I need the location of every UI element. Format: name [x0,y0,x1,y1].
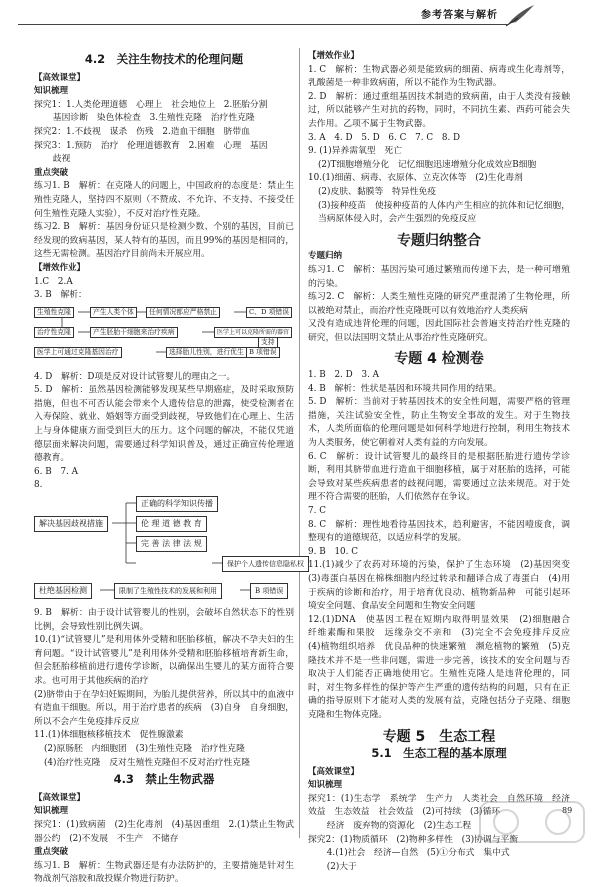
answer-5: 5. D 解析：虽然基因检测能够发现某些早期癌症，及时采取预防措施，但也不可否认能会带来个人遗传信息的泄露，使受检测者在入寿保险、就业、婚姻等方面受到歧视，导致他们在心理上、生活上与身体健康方面受到巨大的压力。这个问题的解决，不能仅凭道德层面来解决问题，需要通过科学知识普及，通过正确宣传伦理道德教育。 [34,385,294,464]
test-answer-4: 4. B 解析：性状是基因和环境共同作用的结果。 [308,383,502,394]
exercise-4-3: 练习1. B 解析：生物武器还是有办法防护的，主要措施是针对生物战剂气溶胶和敌投媒介物进行防护。 [34,860,294,885]
r-answer-1: 1. C 解析：生物武器必须是能致病的细菌、病毒或生化毒剂等，乳酸菌是一种非致病菌，所以不能作为生物武器。 [308,64,570,89]
u-explore-1b: 经济 废弃物的资源化 (2)生态工程 [318,821,472,832]
node-b-wrong-2: B 项错误 [250,583,288,599]
knowledge-heading-2: 知识梳理 [34,806,69,817]
summary-label: 专题归纳 [308,251,343,262]
r-answer-2: 2. D 解析：通过重组基因技术制造的致病菌，由于人类没有接触过，所以能够产生对抗的药物，同时，不同抗生素、西药可能会失去作用。乙项不属于生物武器。 [308,91,570,129]
answer-10-part1: 10.(1)“试管婴儿”是利用体外受精和胚胎移植，解决不孕夫妇的生育问题。“设计试管婴儿”是利用体外受精和胚胎移植培育新生命，但会胚胎移植前进行遗传学诊断，以确保出生婴儿的某方面符合要求。也可用于其他疾病的治疗 [34,635,294,686]
u-explore-2: 探究2：(1)物质循环 (2)物种多样性 (3)协调与平衡 [308,834,519,845]
explore-4-3: 探究1：(1)致病菌 (2)生化毒剂 (4)基因重组 2.(1)禁止生物武器公约 (2)不发展 不生产 不储存 [34,819,294,844]
diagram-node-produce-individual: 产生人类个体 [90,307,137,318]
page-number: 89 [562,806,573,815]
answer-1-2: 1.C 2.A [34,276,73,287]
diagram-node-support: 支持 [258,337,278,348]
diagram-node-gene-therapy: 医学上可通过克隆基因治疗 [34,347,122,358]
key-points-heading: 重点突破 [34,167,69,178]
exercise-2: 练习2. B 解析：基因身份证只是检测少数、个别的基因，目前已经发现的致病基因，某人特有的基因，而且99%的基因是相同的，这些无需检测。基因治疗目前尚未开展应用。 [34,222,294,260]
summary-exercise-2: 练习2. C 解析：人类生殖性克隆的研究严重混淆了生物伦理，所以被绝对禁止，而治疗性克隆既可以有效地治疗人类疾病 [308,292,570,316]
diagram-node-sex-selection: 选择胎儿性别，进行优生 [166,347,247,358]
column-divider [299,48,300,838]
knowledge-heading: 知识梳理 [34,86,69,97]
r-answer-10c: (3)接种疫苗 使接种疫苗的人体内产生相应的抗体和记忆细胞，当病原体侵入时，会产生强烈的免疫反应 [318,200,570,225]
answer-11-part2: (2)原肠胚 内细胞团 (3)生殖性克隆 治疗性克隆 [44,743,245,754]
answer-11-part3: (4)治疗性克隆 反对生殖性克隆但不反对治疗性克隆 [44,757,250,768]
test-answer-12: 12.(1)DNA 使基因工程在短期内取得明显效果 (2)细胞融合 纤维素酶和果胶 远缘杂交不亲和 (3)完全不会免疫排斥反应 (4)植物组织培养 优良品种的快速繁殖 濒危植物的繁殖 (5)克隆技术并不是一些非问题，需进一步完善，该技术的安全问题与否取决于人们能否正确地使用它。生殖性克隆人是违背伦理的，同时，对生物多样性的保护等产生严重的遗传结构的问题，只有在正确的指导原则下才能对人类的发展有益，克隆包括分子克隆、细胞克隆和生物体克隆。 [308,614,579,720]
diagram-node-b-wrong: B 项错误 [246,347,280,358]
test-answer-11: 11.(1)减少了农药对环境的污染，保护了生态环境 (2)基因突变 (3)毒蛋白基因在棉株细胞内经过转录和翻译合成了毒蛋白 (4)用于疾病的诊断和治疗，用于培育优良动、植物新品种 可能引起环境安全问题、食品安全问题和生物安全问题 [308,560,579,612]
watermark-logo-icon [478,798,586,846]
u-explore-2c: (2)大于 [318,861,357,872]
r-answer-10: 10.(1)细菌、病毒、衣原体、立克次体等 (2)生化毒剂 [308,173,523,184]
answer-3: 3. B 解析： [34,290,87,301]
node-limit-development: 限制了生殖性技术的发展和利用 [114,583,222,599]
summary-exercise-2b: 又没有造成违背伦理的问题，因此国际社会普遍支持治疗性克隆的研究，但以法国明文禁止从事治疗性克隆研究。 [308,319,570,343]
diagram-node-reproductive-cloning: 生殖性克隆 [34,307,74,318]
answer-4: 4. D 解析：D项是反对设计试管婴儿的理由之一。 [34,371,236,382]
diagram-node-clone-organs: 医学上可以克隆所需的器官 [214,327,292,338]
node-solve-discrimination: 解决基因歧视措施 [34,516,108,532]
tag-homework-right: 【增效作业】 [308,51,360,61]
summary-exercise-1: 练习1. C 解析：基因污染可通过繁殖而传递下去，是一种可增殖的污染。 [308,264,570,289]
quill-decoration-icon [504,2,538,28]
node-ethics-education: 伦 理 道 德 教 育 [136,516,207,532]
test-answer-9-10: 9. B 10. C [308,546,358,557]
section-4-3-title: 4.3 禁止生物武器 [113,772,215,787]
test-answer-5: 5. D 解析：当前对于转基因技术的安全性问题，需要严格的管理措施，关注试验安全性，防止生物安全事故的发生。对于生物技术，人类所面临的伦理问题是如何科学地进行控制，利用生物技术为人类服务，使它朝着对人类有益的方向发展。 [308,397,570,449]
key-points-heading-2: 重点突破 [34,847,69,858]
r-answer-3-8: 3. A 4. D 5. D 6. C 7. C 8. D [308,132,461,143]
summary-section-title: 专题归纳整合 [397,232,481,249]
exercise-1: 练习1. B 解析：在克隆人的问题上，中国政府的态度是：禁止生殖性克隆人，坚持四不原则（不赞成、不允许、不支持、不接受任何生殖性克隆人实验），不反对治疗性克隆。 [34,181,294,219]
test-section-title: 专题 4 检测卷 [394,351,484,368]
explore-3-cont: 歧视 [44,154,71,165]
test-answer-1-3: 1. B 2. D 3. A [308,370,380,381]
left-column [34,50,304,887]
tag-efficient-class-right: 【高效课堂】 [308,766,360,777]
diagram-node-stem-cells: 产生胚胎干细胞来治疗疾病 [90,327,178,338]
header-title: 参考答案与解析 [421,10,498,21]
u-explore-2b: 4.(1)社会 经济—自然 (5)①分布式 集中式 [318,848,510,859]
node-ban-gene-test: 杜绝基因检测 [34,583,92,599]
section-5-1-title: 5.1 生态工程的基本原理 [371,746,507,761]
header-rule [18,24,508,25]
answer-10-part2: (2)脐带由于在孕妇妊娠期间，为胎儿提供营养，所以其中的血液中有造血干细胞。所以，用于治疗患者的疾病 (3)自身 自身细胞，所以不会产生免疫排斥反应 [34,689,294,727]
r-answer-9b: (2)T细胞增殖分化 记忆细胞迅速增殖分化成效应B细胞 [318,159,537,170]
answer-8: 8. [34,480,43,491]
explore-1: 探究1：1.人类伦理道德 心理上 社会地位上 2.胚胎分割 [34,99,268,110]
gene-discrimination-diagram [34,495,304,605]
test-answer-6: 6. C 解析：设计试管婴儿的最终目的是根据胚胎进行遗传学诊断，利用其脐带血进行造血干细胞移植，属于对胚胎的选择，可能会导致对某些疾病患者的歧视问题，需要通过立法来规范。对于处理不符合需要的胚胎，人们依然存在争议。 [308,451,570,503]
answer-9: 9. B 解析：由于设计试管婴儿的性别，会破坏自然状态下的性别比例，会导致性别比例失调。 [34,608,294,632]
tag-efficient-class: 【高效课堂】 [34,72,86,83]
answer-6-7: 6. B 7. A [34,466,78,477]
node-privacy-rights: 保护个人遗传信息隐私权 [222,556,309,572]
topic-5-title: 专题 5 生态工程 [382,728,496,745]
u-explore-1: 探究1：(1)生态学 系统学 生产力 人类社会 自然环境 经济效益 生态效益 社会效益 (2)可持续 (3)循环 [308,793,570,818]
cloning-diagram [34,305,294,369]
test-answer-8: 8. C 解析：理性地看待基因技术，趋利避害，不能因噎废食，调整现有的道德规范，以适应科学的发展。 [308,519,570,544]
tag-homework: 【增效作业】 [34,262,86,273]
tag-efficient-class-2: 【高效课堂】 [34,792,86,803]
explore-1-cont: 基因诊断 染色体检查 3.生殖性克隆 治疗性克隆 [44,113,255,124]
diagram-node-strictly-forbidden: 任何情况都应严格禁止 [146,307,220,318]
page-header [0,0,600,34]
diagram-node-cd-wrong: C、D 项错误 [246,307,292,318]
r-answer-9: 9. (1)异养需氧型 死亡 [308,146,403,157]
node-improve-laws: 完 善 法 律 法 规 [136,536,207,552]
explore-2: 探究2：1.不歧视 谋杀 伤残 2.造血干细胞 脐带血 [34,126,250,137]
answer-11-part1: 11.(1)体细胞核移植技术 促性腺激素 [34,730,184,741]
test-answer-7: 7. C [308,506,326,516]
diagram-node-therapeutic-cloning: 治疗性克隆 [34,327,74,338]
right-column [308,50,579,874]
knowledge-heading-right: 知识梳理 [308,780,343,791]
node-science-spread: 正确的科学知识传播 [136,496,218,512]
section-4-2-title: 4.2 关注生物技术的伦理问题 [84,52,244,66]
explore-3: 探究3：1.预防 治疗 伦理道德教育 2.困难 心理 基因 [34,140,268,151]
r-answer-10b: (2)皮肤、黏膜等 特异性免疫 [318,186,437,197]
